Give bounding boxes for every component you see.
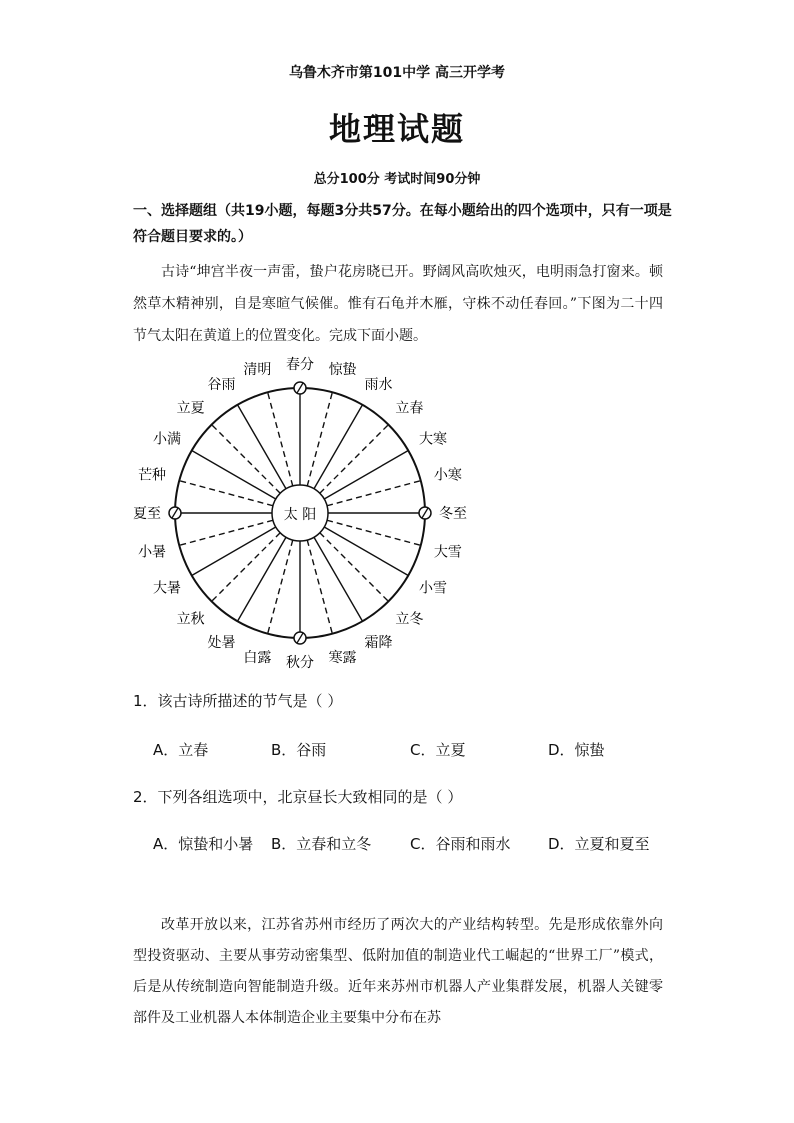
poem-passage: 古诗“坤宫半夜一声雷，蛰户花房晓已开。野阔风高吹烛灭，电明雨急打窗来。顿然草木精神别，自是寒暄气候催。惟有石龟并木雁，守株不动任春回。”下图为二十四节气太阳在黄道上的位置变化。完成下面小题。 — [133, 264, 663, 344]
spoke-13 — [268, 540, 293, 634]
spoke-16 — [192, 527, 276, 576]
spoke-1 — [307, 392, 332, 486]
solar-term-label: 小雪 — [419, 580, 448, 597]
q2-option-b[interactable]: B．立春和立冬 — [271, 835, 372, 853]
solar-term-label: 立夏 — [176, 400, 205, 417]
spoke-23 — [268, 392, 293, 486]
exam-title: 地理试题 — [328, 110, 465, 148]
solar-term-label: 白露 — [243, 649, 272, 666]
solar-term-label: 小暑 — [138, 544, 167, 561]
spoke-10 — [314, 537, 363, 621]
solar-term-label: 芒种 — [138, 467, 167, 484]
q1-option-b[interactable]: B．谷雨 — [271, 741, 327, 759]
q1-option-c[interactable]: C．立夏 — [410, 741, 466, 759]
solar-term-label: 惊蛰 — [328, 362, 357, 379]
solar-term-label: 立冬 — [395, 611, 424, 628]
spoke-3 — [320, 425, 389, 494]
solar-term-label: 小寒 — [433, 467, 462, 484]
solar-term-label: 秋分 — [286, 655, 314, 671]
spoke-11 — [307, 540, 332, 634]
solar-term-label: 立春 — [395, 400, 424, 417]
spoke-8 — [324, 527, 408, 576]
solar-term-label: 大寒 — [419, 431, 448, 448]
solar-term-label: 霜降 — [364, 635, 393, 652]
solar-term-label: 冬至 — [439, 506, 467, 522]
spoke-21 — [212, 425, 281, 494]
spoke-4 — [324, 451, 408, 500]
sun-label: 太 阳 — [283, 507, 317, 523]
solar-term-label: 处暑 — [207, 635, 236, 652]
solar-term-label: 立秋 — [176, 611, 205, 628]
spoke-7 — [327, 520, 421, 545]
school-header: 乌鲁木齐市第101中学 高三开学考 — [288, 65, 506, 81]
spoke-14 — [238, 537, 287, 621]
solar-term-label: 清明 — [243, 362, 272, 379]
solar-term-label: 春分 — [286, 357, 314, 373]
section-heading: 一、选择题组（共19小题，每题3分共57分。在每小题给出的四个选项中，只有一项是符合题目要求的。） — [133, 203, 672, 245]
spoke-2 — [314, 405, 363, 489]
solar-term-label: 大雪 — [433, 544, 462, 561]
solar-term-label: 大暑 — [152, 580, 181, 597]
spoke-19 — [179, 481, 273, 506]
question-2-stem: 2．下列各组选项中，北京昼长大致相同的是（ ） — [133, 788, 463, 806]
q2-option-c[interactable]: C．谷雨和雨水 — [410, 835, 511, 853]
spoke-5 — [327, 481, 421, 506]
question-1-stem: 1．该古诗所描述的节气是（ ） — [133, 692, 343, 710]
spoke-9 — [320, 533, 389, 602]
solar-term-label: 寒露 — [328, 649, 357, 666]
industry-passage: 改革开放以来，江苏省苏州市经历了两次大的产业结构转型。先是形成依靠外向型投资驱动、主要从事劳动密集型、低附加值的制造业代工崛起的“世界工厂”模式，后是从传统制造向智能制造升级。近年来苏州市机器人产业集群发展，机器人关键零部件及工业机器人本体制造企业主要集中分布在苏 — [133, 917, 663, 1026]
spoke-20 — [192, 451, 276, 500]
solar-term-label: 雨水 — [364, 376, 393, 393]
q1-option-d[interactable]: D．惊蛰 — [548, 741, 605, 759]
spoke-22 — [238, 405, 287, 489]
solar-term-label: 夏至 — [133, 506, 161, 522]
q2-option-a[interactable]: A．惊蛰和小暑 — [153, 835, 254, 853]
q1-option-a[interactable]: A．立春 — [153, 741, 209, 759]
solar-term-label: 小满 — [152, 431, 181, 448]
exam-meta: 总分100分 考试时间90分钟 — [313, 172, 481, 187]
spoke-15 — [212, 533, 281, 602]
q2-option-d[interactable]: D．立夏和夏至 — [548, 835, 650, 853]
spoke-17 — [179, 520, 273, 545]
solar-term-label: 谷雨 — [207, 376, 236, 393]
